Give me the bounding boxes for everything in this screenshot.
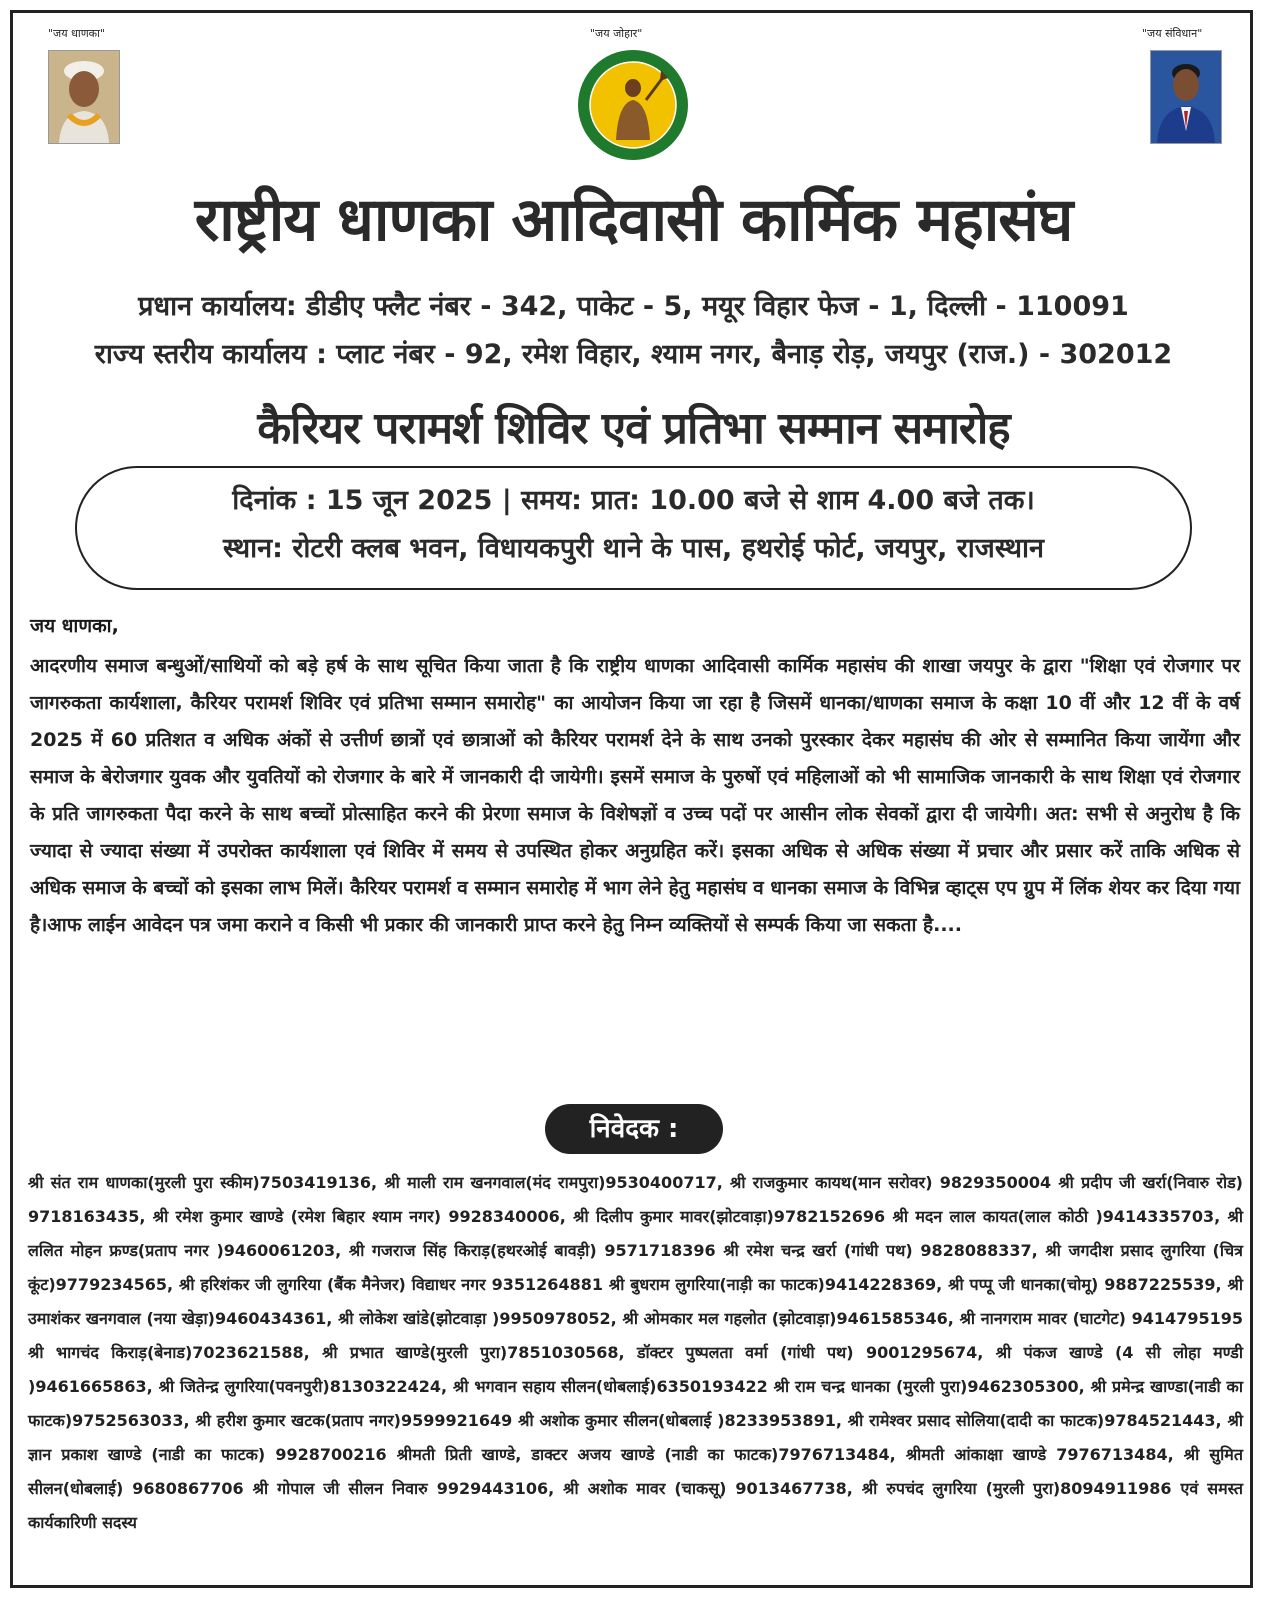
slogan-left: "जय धाणका": [48, 27, 106, 40]
leader-portrait-icon: [1151, 51, 1221, 143]
letter-greeting: जय धाणका,: [30, 615, 119, 637]
letter-body: आदरणीय समाज बन्धुओं/साथियों को बड़े हर्ष के साथ सूचित किया जाता है कि राष्ट्रीय धाणका आदिवासी कार्मिक महासंघ की शाखा जयपुर के द्वारा "शिक्षा एवं रोजगार पर जागरुकता कार्यशाला, कैरियर परामर्श शिविर एवं प्रतिभा सम्मान समारोह" का आयोजन किया जा रहा है जिसमें धानका/धाणका समाज के कक्षा 10 वीं और 12 वीं के वर्ष 2025 में 60 प्रतिशत व अधिक अंकों से उत्तीर्ण छात्रों एवं छात्राओं को कैरियर परामर्श देने के साथ उनको पुरस्कार देकर महासंघ की ओर से सम्मानित किया जायेंगा और समाज के बेरोजगार युवक और युवतियों को रोजगार के बारे में जानकारी दी जायेगी। इसमें समाज के पुरुषों एवं महिलाओं को भी सामाजिक जानकारी के साथ शिक्षा एवं रोजगार के प्रति जागरुकता पैदा करने के साथ बच्चों प्रोत्साहित करने की प्रेरणा समाज के विशेषज्ञों व उच्च पदों पर आसीन लोक सेवकों द्वारा दी जायेगी। अत: सभी से अनुरोध है कि ज्यादा से ज्यादा संख्या में उपरोक्त कार्यशाला एवं शिविर में समय से उपस्थित होकर अनुग्रहित करें। इसका अधिक से अधिक संख्या में प्रचार और प्रसार करें ताकि अधिक से अधिक समाज के बच्चों को इसका लाभ मिलें। कैरियर परामर्श व सम्मान समारोह में भाग लेने हेतु महासंघ व धानका समाज के विभिन्न व्हाट्स एप ग्रुप में लिंक शेयर कर दिया गया है।आफ लाईन आवेदन पत्र जमा कराने व किसी भी प्रकार की जानकारी प्राप्त करने हेतु निम्न व्यक्तियों से सम्पर्क किया जा सकता है....: [30, 655, 1240, 936]
portrait-right-image: [1150, 50, 1222, 144]
slogan-right: "जय संविधान": [1142, 27, 1203, 40]
elder-portrait-icon: [49, 51, 119, 143]
state-office-address: राज्य स्तरीय कार्यालय : प्लाट नंबर - 92, रमेश विहार, श्याम नगर, बैनाड़ रोड़, जयपुर (राज.) - 302012: [94, 339, 1173, 370]
event-details-box: [75, 466, 1192, 590]
organization-emblem-icon: [576, 48, 690, 162]
slogan-center: "जय जोहार": [590, 27, 643, 40]
head-office-address: प्रधान कार्यालय: डीडीए फ्लैट नंबर - 342, पाकेट - 5, मयूर विहार फेज - 1, दिल्ली - 110091: [138, 291, 1129, 322]
petitioners-label: निवेदक :: [545, 1104, 723, 1154]
organization-name: राष्ट्रीय धाणका आदिवासी कार्मिक महासंघ: [194, 185, 1073, 255]
event-title: कैरियर परामर्श शिविर एवं प्रतिभा सम्मान समारोह: [257, 403, 1010, 454]
portrait-left-image: [48, 50, 120, 144]
petitioners-contact-list: श्री संत राम धाणका(मुरली पुरा स्कीम)7503419136, श्री माली राम खनगवाल(मंद रामपुरा)9530400717, श्री राजकुमार कायथ(मान सरोवर) 9829350004 श्री प्रदीप जी खर्रा(निवारु रोड) 9718163435, श्री रमेश कुमार खाण्डे (रमेश बिहार श्याम नगर) 9928340006, श्री दिलीप कुमार मावर(झोटवाड़ा)9782152696 श्री मदन लाल कायत(लाल कोठी )9414335703, श्री ललित मोहन फ्रण्ड(प्रताप नगर )9460061203, श्री गजराज सिंह किराड़(हथरओई बावड़ी) 9571718396 श्री रमेश चन्द्र खर्रा (गांधी पथ) 9828088337, श्री जगदीश प्रसाद लुगरिया (चित्र कूंट)9779234565, श्री हरिशंकर जी लुगरिया (बैंक मैनेजर) विद्याधर नगर 9351264881 श्री बुधराम लुगरिया(नाड़ी का फाटक)9414228369, श्री पप्पू जी धानका(चोमू) 9887225539, श्री उमाशंकर खनगवाल (नया खेड़ा)9460434361, श्री लोकेश खांडे(झोटवाड़ा )9950978052, श्री ओमकार मल गहलोत (झोटवाड़ा)9461585346, श्री नानगराम मावर (घाटगेट) 9414795195 श्री भागचंद किराड़(बेनाड)7023621588, श्री प्रभात खाण्डे(मुरली पुरा)7851030568, डॉक्टर पुष्पलता वर्मा (गांधी पथ) 9001295674, श्री पंकज खाण्डे (4 सी लोहा मण्डी )9461665863, श्री जितेन्द्र लुगरिया(पवनपुरी)8130322424, श्री भगवान सहाय सीलन(धोबलाई)6350193422 श्री राम चन्द्र धानका (मुरली पुरा)9462305300, श्री प्रमेन्द्र खाण्डा(नाडी का फाटक)9752563033, श्री हरीश कुमार खटक(प्रताप नगर)9599921649 श्री अशोक कुमार सीलन(धोबलाई )8233953891, श्री रामेश्वर प्रसाद सोलिया(दादी का फाटक)9784521443, श्री ज्ञान प्रकाश खाण्डे (नाडी का फाटक) 9928700216 श्रीमती प्रिती खाण्डे, डाक्टर अजय खाण्डे (नाडी का फाटक)7976713484, श्रीमती आंकाक्षा खाण्डे 7976713484, श्री सुमित सीलन(धोबलाई) 9680867706 श्री गोपाल जी सीलन निवारु 9929443106, श्री अशोक मावर (चाकसू) 9013467738, श्री रुपचंद लुगरिया (मुरली पुरा)8094911986 एवं समस्त कार्यकारिणी सदस्य: [28, 1173, 1243, 1532]
event-date-time: दिनांक : 15 जून 2025 | समय: प्रात: 10.00 बजे से शाम 4.00 बजे तक।: [232, 485, 1035, 516]
event-venue: स्थान: रोटरी क्लब भवन, विधायकपुरी थाने के पास, हथरोई फोर्ट, जयपुर, राजस्थान: [222, 533, 1045, 564]
